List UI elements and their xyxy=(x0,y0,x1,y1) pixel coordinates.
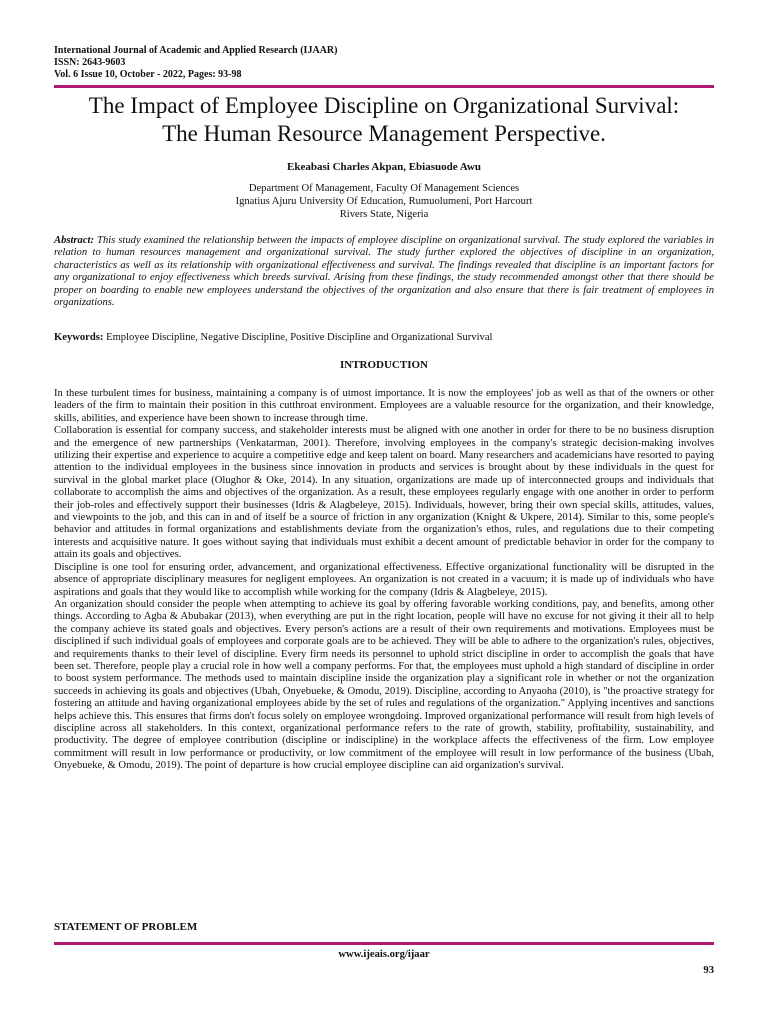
page-number: 93 xyxy=(703,965,714,976)
journal-volume: Vol. 6 Issue 10, October - 2022, Pages: 93-98 xyxy=(54,69,242,80)
journal-name: International Journal of Academic and Applied Research (IJAAR) xyxy=(54,45,338,56)
footer-divider xyxy=(54,942,714,945)
body-paragraph: Discipline is one tool for ensuring order, advancement, and organizational effectiveness. Effective organizational functionality will be disrupted in the absence of appropriate disciplinary measures for negligent employees. An organization is not created in a vacuum; it is made up of individuals who have aspirations and goals that they would like to accomplish while working for the company (Idris & Alagbeleye, 2015). xyxy=(54,561,714,598)
affiliation-line-3: Rivers State, Nigeria xyxy=(339,209,429,220)
introduction-body xyxy=(54,388,714,773)
keywords xyxy=(54,332,714,343)
statement-of-problem-heading: STATEMENT OF PROBLEM xyxy=(54,921,198,933)
journal-issn: ISSN: 2643-9603 xyxy=(54,57,126,68)
introduction-heading: INTRODUCTION xyxy=(339,359,428,371)
paper-title-line-2: The Human Resource Management Perspective. xyxy=(162,121,606,146)
keywords-label: Keywords: xyxy=(54,332,104,343)
abstract xyxy=(54,235,714,309)
author-affiliation xyxy=(54,182,714,221)
header-divider xyxy=(54,85,714,88)
body-paragraph: Collaboration is essential for company success, and stakeholder interests must be aligned with one another in order for there to be no business disruption and the emergence of new partnerships (Venkatarman, 2001). Therefore, involving employees in the company's strategic decision-making involves utilizing their expertise and experience to acquire a competitive edge and keep talent on board. Many researchers and academicians have resorted to paying attention to the individual employees in the business since innovation in products and services is brought about by these individuals in the quest for survival in the global market place (Olughor & Oke, 2014). In any situation, organizations are made up of interconnected groups and individuals that collaborate to accomplish the aims and objectives of the organization. As a result, these employees regularly engage with one another in order to perform their job-roles and effectively support their businesses (Idris & Alagbeleye, 2015). Individuals, however, bring their own special skills, attitudes, values, and viewpoints to the job, and this can in and of itself be a source of friction in any organization (Knight & Ukpere, 2014). Similar to this, some people's behavior and attitudes in formal organizations and establishments deviate from the organization's ethos, rules, and regulations due to their competing interests and acquisitive nature. It goes without saying that individuals must exhibit a decent amount of predictable behavior in order for the company to attain its goals and objectives. xyxy=(54,425,714,561)
paper-title-line-1: The Impact of Employee Discipline on Organizational Survival: xyxy=(88,93,680,118)
paper-authors: Ekeabasi Charles Akpan, Ebiasuode Awu xyxy=(287,161,481,173)
abstract-text: This study examined the relationship between the impacts of employee discipline on organizational survival. The study explored the variables in relation to human resources management and organizational survival. The study further explored the objectives of discipline in an organization, characteristics as well as its relationship with organizational effectiveness and survival. The findings revealed that discipline is an important factors for any organizational to enjoy effectiveness which breeds survival. Arising from these findings, the study recommended amongst other that there should be proper on boarding to enable new employees understand the objectives of the organization and also ensure that there is fair treatment of employees in organizations. xyxy=(54,235,715,309)
affiliation-line-1: Department Of Management, Faculty Of Management Sciences xyxy=(248,183,520,194)
affiliation-line-2: Ignatius Ajuru University Of Education, Rumuolumeni, Port Harcourt xyxy=(235,196,533,207)
abstract-label: Abstract: xyxy=(54,235,95,246)
body-paragraph: In these turbulent times for business, maintaining a company is of utmost importance. It is now the employees' job as well as that of the owners or other leaders of the firm to maintain their position in this cutthroat environment. Employees are a valuable resource for the organization, and their knowledge, skills, abilities, and experience have been shown to increase through time. xyxy=(54,388,714,424)
footer-url[interactable]: www.ijeais.org/ijaar xyxy=(338,949,430,960)
paper-title xyxy=(40,92,728,148)
keywords-text: Employee Discipline, Negative Discipline, Positive Discipline and Organizational Survival xyxy=(106,332,493,343)
body-paragraph: An organization should consider the people when attempting to achieve its goal by offering favorable working conditions, pay, and benefits, among other things. According to Agba & Abubakar (2013), when everything are put in the right location, people will have no excuse for not giving it their all to help the company achieve its stated goals and objectives. Every person's actions are a result of their own requirements and motivations. Employees must be disciplined if such individual goals of employees and corporate goals are to be achieved. They will be able to adhere to the organization's rules, objectives, and requirements thanks to their level of discipline. Every firm needs its personnel to uphold strict discipline in order to accomplish the goals that have been set. Therefore, people play a crucial role in how well a company performs. For that, the employees must uphold a high standard of discipline in order to boost system performance. The methods used to maintain discipline inside the organization play a significant role in whether or not the organization succeeds in achieving its goals and objectives (Ubah, Onyebueke, & Omodu, 2019). Discipline, according to Anyaoha (2010), is "the proactive strategy for fostering an attitude and having organizational employees abide by the set of rules and regulations of the organization." Applying incentives and sanctions helps achieve this. This ensures that firms don't focus solely on employee wrongdoing. Improved organizational performance will result from high levels of discipline across all stakeholders. In this context, organizational performance refers to the rate of growth, stability, profitability, sustainability, and productivity. The degree of employee contribution (discipline or indiscipline) in the workplace affects the effectiveness of the firm. Low employee commitment will result in low performance or productivity, or low commitment of the employee will result in low performance of the business (Ubah, Onyebueke, & Omodu, 2019). The point of departure is how crucial employee discipline can aid organization's survival. xyxy=(54,598,714,772)
journal-header xyxy=(54,45,337,81)
